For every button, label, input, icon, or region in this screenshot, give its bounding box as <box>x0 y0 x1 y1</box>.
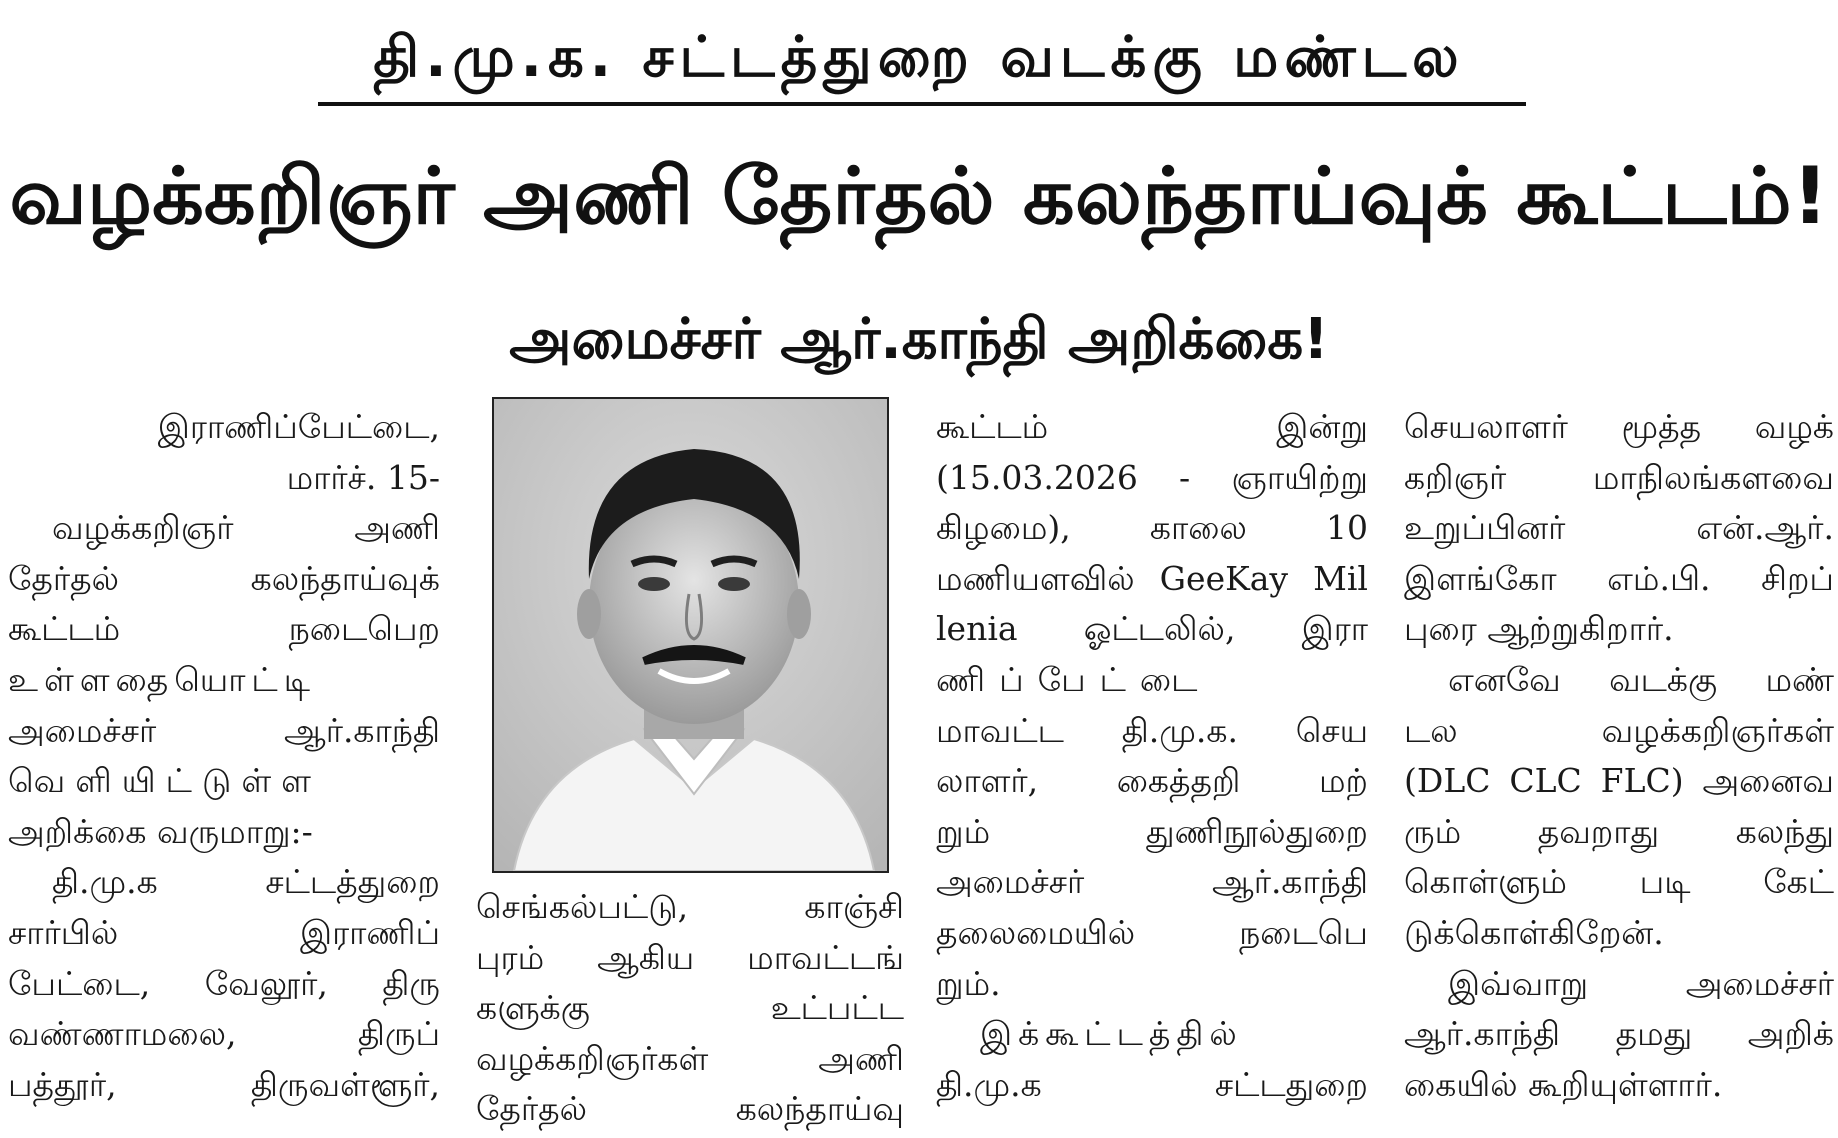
article-line: மாவட்ட தி.மு.க. செய <box>936 710 1368 750</box>
article-line: மார்ச். 15- <box>286 457 440 497</box>
article-line: கூட்டம் இன்று <box>936 407 1368 446</box>
article-line: லாளர், கைத்தறி மற் <box>936 761 1368 801</box>
article-line: ணிப்பேட்டை <box>936 659 1212 699</box>
article-line: றும் துணிநூல்துறை <box>936 811 1368 851</box>
article-line: புரம் ஆகிய மாவட்டங் <box>476 937 904 977</box>
article-line: lenia ஓட்டலில், இரா <box>936 609 1368 649</box>
article-line: றும். <box>936 963 1001 1003</box>
article-line: இவ்வாறு அமைச்சர் <box>1448 963 1834 1003</box>
headline: வழக்கறிஞர் அணி தேர்தல் கலந்தாய்வுக் கூட்டம்! <box>9 152 1829 242</box>
article-line: (15.03.2026 - ஞாயிற்று <box>936 457 1368 497</box>
kicker-underline <box>318 102 1526 106</box>
article-line: புரை ஆற்றுகிறார். <box>1404 609 1674 649</box>
article-line: கூட்டம் நடைபெற <box>8 609 440 649</box>
article-line: வழக்கறிஞர் அணி <box>52 508 440 548</box>
article-line: அறிக்கை வருமாறு:- <box>8 811 313 851</box>
article-column-2 <box>476 882 904 1135</box>
article-line: (DLC CLC FLC) அனைவ <box>1404 761 1834 801</box>
subheadline: அமைச்சர் ஆர்.காந்தி அறிக்கை! <box>509 307 1329 372</box>
article-line: வண்ணாமலை, திருப் <box>8 1014 440 1054</box>
article-line: அமைச்சர் ஆர்.காந்தி <box>936 862 1368 902</box>
article-line: இராணிப்பேட்டை, <box>157 407 440 446</box>
article-line: உறுப்பினர் என்.ஆர். <box>1404 508 1834 548</box>
article-line: களுக்கு உட்பட்ட <box>476 988 904 1028</box>
article-line: தலைமையில் நடைபெ <box>936 912 1368 952</box>
article-line: மணியளவில் GeeKay Mil <box>936 558 1368 598</box>
article-line: தி.மு.க சட்டதுறை <box>936 1064 1368 1104</box>
article-line: கொள்ளும் படி கேட் <box>1404 862 1834 902</box>
article-line: சார்பில் இராணிப் <box>8 912 440 952</box>
article-line: பேட்டை, வேலூர், திரு <box>8 963 440 1003</box>
article-line: இக்கூட்டத்தில் <box>980 1014 1243 1054</box>
kicker-title: தி.மு.க. சட்டத்துறை வடக்கு மண்டல <box>373 25 1465 90</box>
article-line: அமைச்சர் ஆர்.காந்தி <box>8 710 440 750</box>
article-line: ஆர்.காந்தி தமது அறிக் <box>1404 1014 1834 1054</box>
article-column-1 <box>8 402 440 1110</box>
article-line: செங்கல்பட்டு, காஞ்சி <box>476 887 904 926</box>
article-line: வழக்கறிஞர்கள் அணி <box>476 1038 904 1078</box>
article-line: வெளியிட்டுள்ள <box>8 761 321 801</box>
article-line: பத்தூர், திருவள்ளூர், <box>8 1064 440 1104</box>
article-line: கிழமை), காலை 10 <box>936 508 1368 548</box>
article-column-3 <box>936 402 1368 1110</box>
article-line: டல வழக்கறிஞர்கள் <box>1404 710 1834 750</box>
article-line: தி.மு.க சட்டத்துறை <box>52 862 440 902</box>
article-line: டுக்கொள்கிறேன். <box>1404 912 1664 952</box>
article-line: தேர்தல் கலந்தாய்வுக் <box>8 558 440 598</box>
article-line: செயலாளர் மூத்த வழக் <box>1404 407 1834 446</box>
portrait-photo <box>492 397 889 873</box>
article-line: தேர்தல் கலந்தாய்வு <box>476 1089 904 1129</box>
article-line: கையில் கூறியுள்ளார். <box>1404 1064 1723 1104</box>
article-line: கறிஞர் மாநிலங்களவை <box>1404 457 1834 497</box>
article-line: எனவே வடக்கு மண் <box>1448 659 1834 699</box>
article-column-4 <box>1404 402 1834 1110</box>
portrait-illustration <box>494 399 887 871</box>
article-line: உள்ளதையொட்டி <box>8 659 316 699</box>
article-line: இளங்கோ எம்.பி. சிறப் <box>1404 558 1834 598</box>
article-line: ரும் தவறாது கலந்து <box>1404 811 1834 851</box>
